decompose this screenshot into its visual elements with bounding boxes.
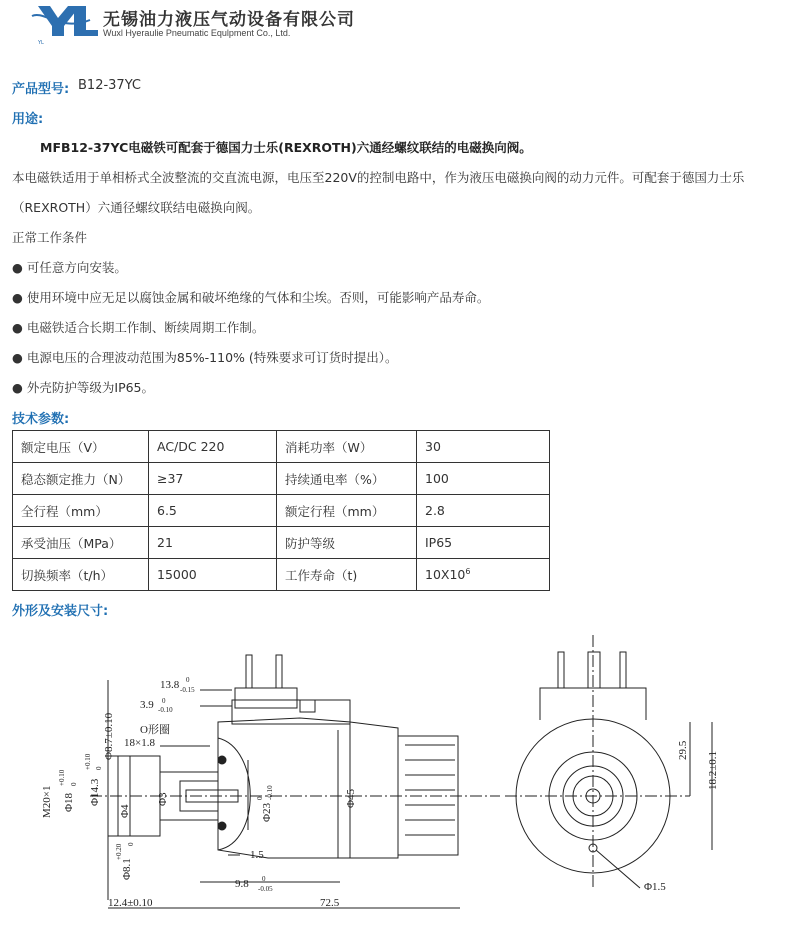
usage-line-2: （REXROTH）六通径螺纹联结电磁换向阀。 <box>12 200 261 215</box>
dim-23: Φ23 <box>261 802 273 822</box>
bullet-item: ● 外壳防护等级为IP65。 <box>12 380 155 395</box>
connector-top <box>235 688 297 708</box>
table-cell: 6.5 <box>149 495 277 527</box>
dim-1-5: 1.5 <box>250 849 264 861</box>
dim-4: Φ4 <box>119 804 131 818</box>
dim-3-9: 3.9 <box>140 699 154 711</box>
table-row <box>13 463 550 495</box>
dim-72-5: 72.5 <box>320 897 340 909</box>
usage-line-1: 本电磁铁适用于单相桥式全波整流的交直流电源，电压至220V的控制电路中，作为液压电磁换向阀的动力元件。可配套于德国力士乐 <box>12 170 745 185</box>
table-cell: 100 <box>417 463 550 495</box>
dim-phi-1-5: Φ1.5 <box>644 881 666 893</box>
table-row <box>13 559 550 591</box>
spec-table <box>12 430 550 591</box>
dim-13-8-tol-up: 0 <box>186 676 190 684</box>
company-name-en: Wuxl Hyeraulie Pneumatic Equlpment Co., Ltd. <box>103 28 291 38</box>
dim-9-8-tol-up: 0 <box>262 875 266 883</box>
dim-45: Φ45 <box>345 788 357 808</box>
bullet-item: ● 电磁铁适合长期工作制、断续周期工作制。 <box>12 320 265 335</box>
table-cell: 防护等级 <box>277 527 417 559</box>
table-cell: 稳态额定推力（N） <box>13 463 149 495</box>
table-cell: 15000 <box>149 559 277 591</box>
dim-29-5: 29.5 <box>677 740 689 760</box>
model-label: 产品型号: <box>12 82 70 97</box>
company-logo <box>30 2 100 46</box>
dim-9-8-tol-dn: -0.05 <box>258 885 273 893</box>
table-cell: AC/DC 220 <box>149 431 277 463</box>
dim-8-1-tol-dn: 0 <box>127 842 135 846</box>
dim-13-8-tol-dn: -0.15 <box>180 686 195 694</box>
model-value: B12-37YC <box>78 78 142 93</box>
table-cell: 消耗功率（W） <box>277 431 417 463</box>
dim-m20: M20×1 <box>41 785 53 818</box>
dim-18: Φ18 <box>63 792 75 812</box>
dim-12-4: 12.4±0.10 <box>108 897 153 909</box>
bullet-item: ● 电源电压的合理波动范围为85%-110% (特殊要求可订货时提出）。 <box>12 350 398 365</box>
table-cell: 全行程（mm） <box>13 495 149 527</box>
table-row <box>13 431 550 463</box>
table-cell: 30 <box>417 431 550 463</box>
dim-8-1: Φ8.1 <box>121 858 133 880</box>
table-cell: ≥37 <box>149 463 277 495</box>
table-cell: 切换频率（t/h） <box>13 559 149 591</box>
dim-18-tol-dn: 0 <box>70 782 78 786</box>
dim-14-3-tol-dn: 0 <box>95 766 103 770</box>
table-cell: 承受油压（MPa） <box>13 527 149 559</box>
dim-14-3-tol-up: +0.10 <box>84 753 92 770</box>
dim-oring-size: 18×1.8 <box>124 737 155 749</box>
dim-13-8: 13.8 <box>160 679 180 691</box>
table-cell: 工作寿命（t) <box>277 559 417 591</box>
usage-label: 用途: <box>12 112 44 127</box>
dim-3: Φ3 <box>157 792 169 806</box>
dim-23-tol-dn: -0.10 <box>266 785 274 800</box>
dim-oring-label: O形圈 <box>140 724 170 736</box>
table-row <box>13 527 550 559</box>
dims-label: 外形及安装尺寸: <box>12 604 109 619</box>
dim-23-tol-up: 0 <box>256 796 264 800</box>
dimension-drawing <box>0 620 790 933</box>
bullet-item: ● 可任意方向安装。 <box>12 260 127 275</box>
dim-9-8: 9.8 <box>235 878 249 890</box>
conditions-title: 正常工作条件 <box>12 230 88 245</box>
dim-3-9-tol-up: 0 <box>162 697 166 705</box>
dim-8-7: Φ8.7±0.10 <box>103 712 115 760</box>
page-header <box>0 0 790 48</box>
table-row <box>13 495 550 527</box>
logo-text: YL <box>38 40 44 46</box>
dim-3-9-tol-dn: -0.10 <box>158 706 173 714</box>
dim-18-2: 18.2±0.1 <box>707 750 719 790</box>
bullet-item: ● 使用环境中应无足以腐蚀金属和破坏绝缘的气体和尘埃。否则，可能影响产品寿命。 <box>12 290 490 305</box>
tech-label: 技术参数: <box>12 412 70 427</box>
dim-18-tol-up: +0.10 <box>58 769 66 786</box>
table-cell: 持续通电率（%） <box>277 463 417 495</box>
life-exponent: 6 <box>465 566 471 576</box>
life-value: 10X10 <box>425 567 466 583</box>
table-cell: 2.8 <box>417 495 550 527</box>
usage-title: MFB12-37YC电磁铁可配套于德国力士乐(REXROTH)六通经螺纹联结的电磁换向阀。 <box>40 140 532 155</box>
table-cell <box>417 559 550 591</box>
table-cell: 额定电压（V） <box>13 431 149 463</box>
table-cell: IP65 <box>417 527 550 559</box>
company-name-cn: 无锡油力液压气动设备有限公司 <box>103 10 355 30</box>
table-cell: 额定行程（mm） <box>277 495 417 527</box>
dim-8-1-tol-up: +0.20 <box>115 843 123 860</box>
table-cell: 21 <box>149 527 277 559</box>
dim-14-3: Φ14.3 <box>89 778 101 806</box>
